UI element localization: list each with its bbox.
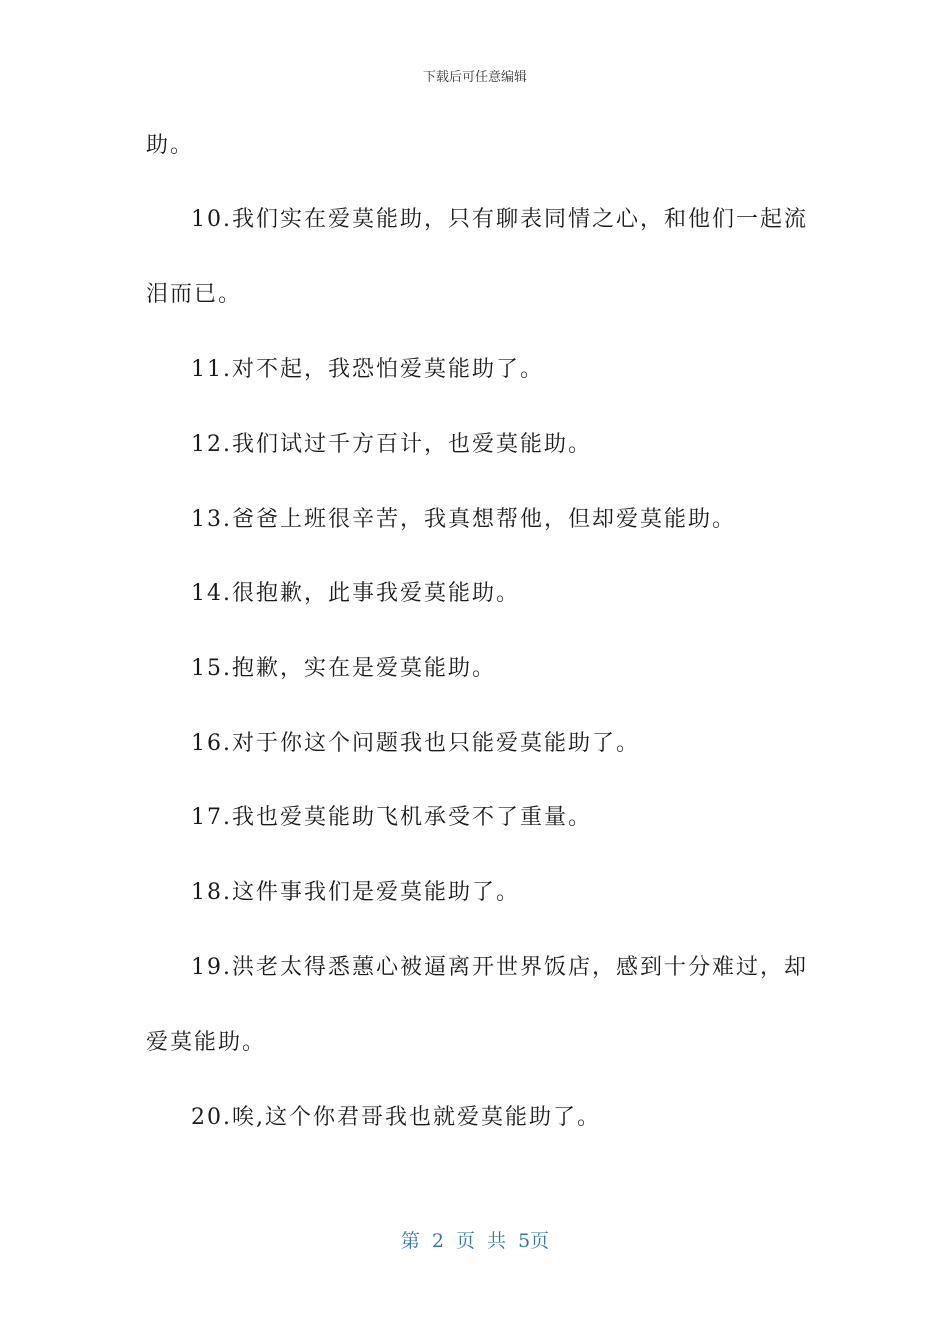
text-line: 19.洪老太得悉蕙心被逼离开世界饭店，感到十分难过，却 [191, 955, 808, 980]
text-line: 17.我也爱莫能助飞机承受不了重量。 [191, 805, 592, 830]
page-number: 第 2 页 共 5页 [400, 1230, 550, 1252]
text-line: 14.很抱歉，此事我爱莫能助。 [191, 581, 520, 606]
page-header: 下载后可任意编辑 [422, 70, 527, 85]
text-line: 16.对于你这个问题我也只能爱莫能助了。 [191, 731, 640, 756]
text-line: 泪而已。 [146, 282, 243, 307]
text-line: 助。 [146, 133, 195, 158]
text-line: 11.对不起，我恐怕爱莫能助了。 [191, 357, 544, 382]
text-line: 15.抱歉，实在是爱莫能助。 [191, 656, 496, 681]
text-line: 爱莫能助。 [146, 1030, 267, 1055]
text-line: 20.唉,这个你君哥我也就爱莫能助了。 [191, 1105, 601, 1130]
text-line: 18.这件事我们是爱莫能助了。 [191, 880, 520, 905]
text-line: 10.我们实在爱莫能助，只有聊表同情之心，和他们一起流 [191, 207, 808, 232]
text-line: 12.我们试过千方百计，也爱莫能助。 [191, 432, 592, 457]
text-line: 13.爸爸上班很辛苦，我真想帮他，但却爱莫能助。 [191, 507, 736, 532]
